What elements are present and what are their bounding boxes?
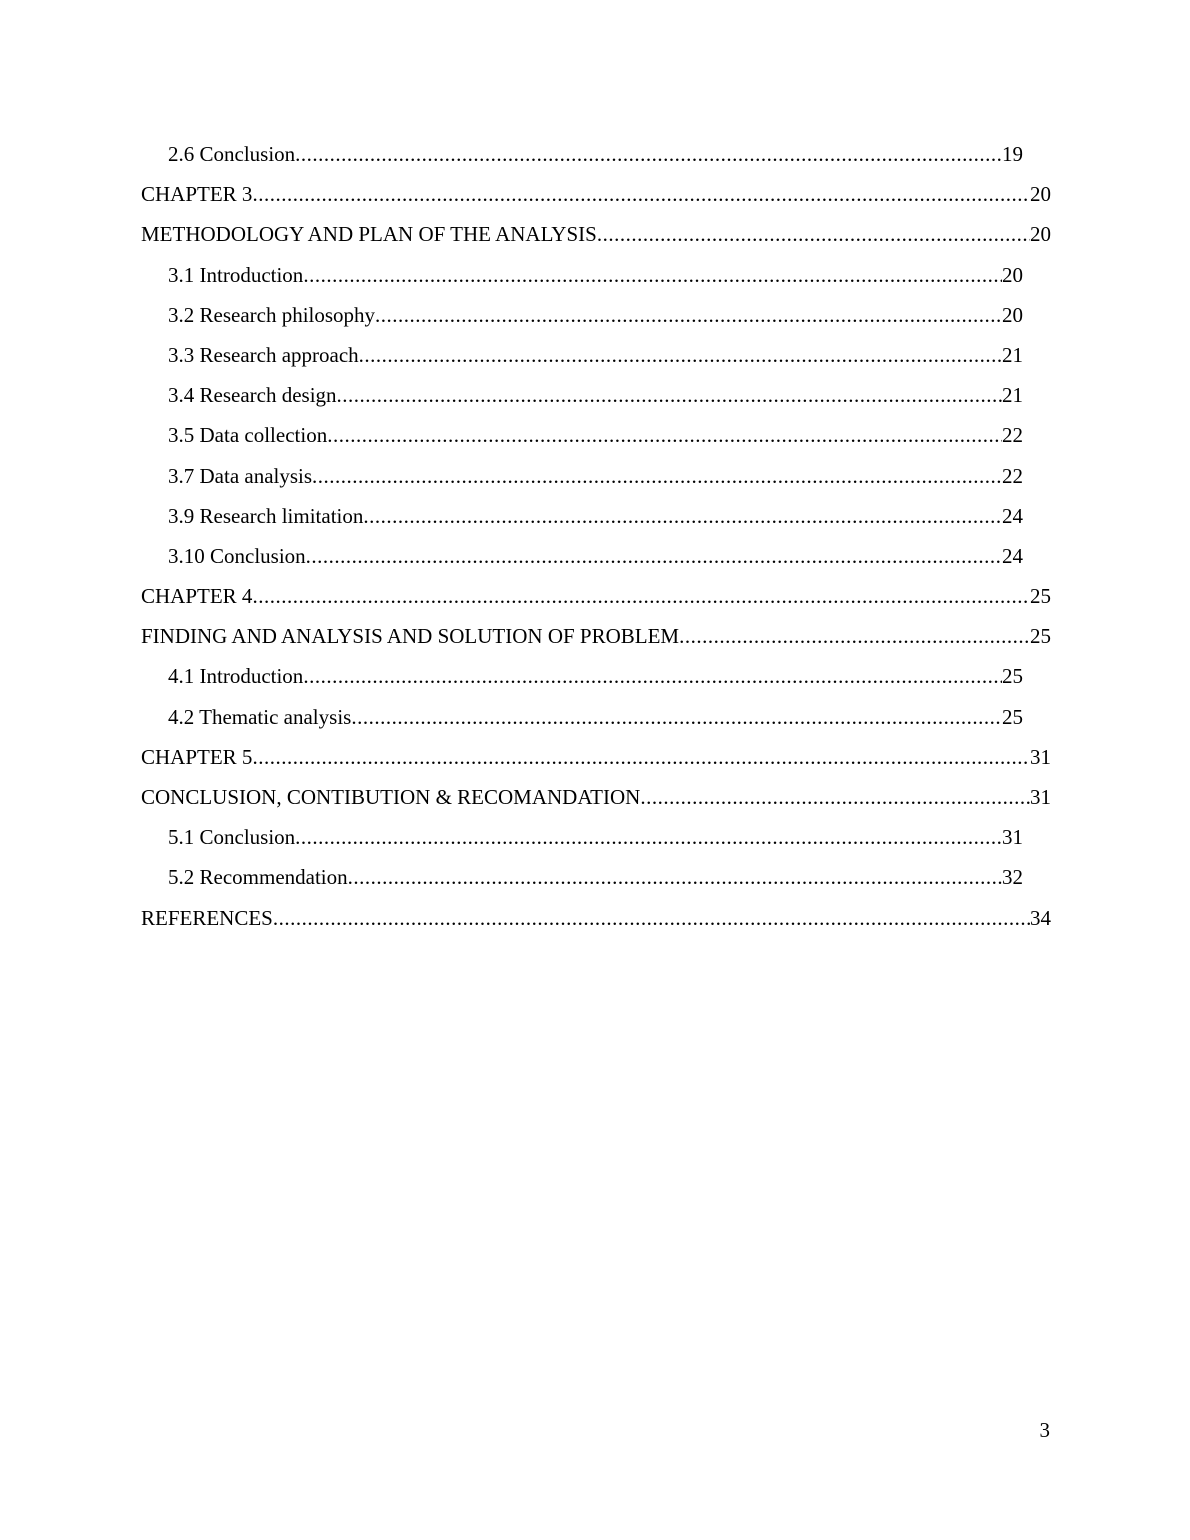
toc-entry[interactable] (141, 656, 1023, 696)
toc-entry-title: 3.9 Research limitation (168, 503, 364, 528)
toc-entry[interactable] (141, 576, 1051, 616)
toc-entry[interactable] (141, 295, 1023, 335)
toc-entry-title: 3.4 Research design (168, 383, 337, 408)
toc-dot-leader (348, 857, 1002, 897)
toc-entry[interactable] (141, 214, 1051, 254)
toc-entry-title: FINDING AND ANALYSIS AND SOLUTION OF PROBLEM (141, 624, 680, 649)
toc-entry-title: CHAPTER 4 (141, 584, 253, 609)
table-of-contents (141, 134, 1051, 938)
toc-entry-page: 25 (1030, 584, 1051, 609)
toc-entry-page: 20 (1002, 262, 1023, 287)
toc-entry[interactable] (141, 496, 1023, 536)
toc-dot-leader (337, 375, 1002, 415)
toc-dot-leader (375, 295, 1002, 335)
toc-entry[interactable] (141, 898, 1051, 938)
toc-entry[interactable] (141, 456, 1023, 496)
toc-dot-leader (252, 576, 1030, 616)
toc-dot-leader (312, 456, 1002, 496)
toc-entry-page: 31 (1002, 825, 1023, 850)
toc-entry-title: 3.1 Introduction (168, 262, 304, 287)
toc-entry-title: 5.1 Conclusion (168, 825, 296, 850)
toc-entry-page: 34 (1030, 905, 1051, 930)
toc-entry-title: CHAPTER 5 (141, 744, 253, 769)
toc-dot-leader (363, 496, 1002, 536)
toc-dot-leader (303, 255, 1002, 295)
toc-entry[interactable] (141, 857, 1023, 897)
toc-dot-leader (295, 134, 1002, 174)
toc-entry-page: 20 (1030, 182, 1051, 207)
toc-entry[interactable] (141, 536, 1023, 576)
toc-entry-page: 25 (1002, 664, 1023, 689)
toc-entry[interactable] (141, 134, 1023, 174)
toc-entry-page: 25 (1002, 704, 1023, 729)
toc-entry-title: 3.10 Conclusion (168, 543, 306, 568)
toc-dot-leader (295, 817, 1002, 857)
toc-entry[interactable] (141, 737, 1051, 777)
toc-entry-title: 3.3 Research approach (168, 342, 359, 367)
toc-dot-leader (359, 335, 1002, 375)
toc-entry-page: 31 (1030, 785, 1051, 809)
toc-dot-leader (273, 898, 1030, 938)
toc-entry[interactable] (141, 335, 1023, 375)
toc-dot-leader (252, 174, 1030, 214)
toc-entry-title: 3.5 Data collection (168, 423, 328, 448)
toc-entry[interactable] (141, 415, 1023, 455)
toc-entry-title: CHAPTER 3 (141, 182, 253, 207)
toc-entry-page: 21 (1002, 342, 1023, 367)
toc-entry-title: REFERENCES (141, 905, 273, 930)
page-number: 3 (1039, 1418, 1050, 1442)
toc-dot-leader (303, 656, 1002, 696)
toc-entry-title: METHODOLOGY AND PLAN OF THE ANALYSIS (141, 222, 597, 247)
toc-entry[interactable] (141, 255, 1023, 295)
toc-entry[interactable] (141, 616, 1051, 656)
toc-entry-page: 32 (1002, 865, 1023, 890)
toc-entry-title: 2.6 Conclusion (168, 142, 296, 166)
toc-dot-leader (351, 697, 1002, 737)
toc-entry-page: 20 (1030, 222, 1051, 247)
toc-entry[interactable] (141, 817, 1023, 857)
toc-entry-title: 5.2 Recommendation (168, 865, 348, 890)
toc-entry-page: 20 (1002, 302, 1023, 327)
toc-entry-page: 21 (1002, 383, 1023, 408)
toc-entry-title: 4.2 Thematic analysis (168, 704, 352, 729)
toc-dot-leader (679, 616, 1030, 656)
toc-entry[interactable] (141, 777, 1051, 817)
toc-dot-leader (252, 737, 1030, 777)
toc-entry[interactable] (141, 174, 1051, 214)
toc-entry-page: 24 (1002, 543, 1023, 568)
toc-entry-page: 19 (1002, 142, 1023, 166)
toc-entry[interactable] (141, 697, 1023, 737)
toc-entry-title: 3.2 Research philosophy (168, 302, 376, 327)
toc-entry[interactable] (141, 375, 1023, 415)
toc-entry-page: 25 (1030, 624, 1051, 649)
toc-entry-title: CONCLUSION, CONTIBUTION & RECOMANDATION (141, 785, 641, 809)
toc-entry-title: 4.1 Introduction (168, 664, 304, 689)
toc-entry-page: 24 (1002, 503, 1023, 528)
toc-entry-page: 22 (1002, 463, 1023, 488)
toc-dot-leader (327, 415, 1002, 455)
toc-dot-leader (640, 777, 1030, 817)
toc-dot-leader (306, 536, 1002, 576)
toc-dot-leader (597, 214, 1030, 254)
toc-entry-title: 3.7 Data analysis (168, 463, 313, 488)
toc-entry-page: 22 (1002, 423, 1023, 448)
toc-entry-page: 31 (1030, 744, 1051, 769)
